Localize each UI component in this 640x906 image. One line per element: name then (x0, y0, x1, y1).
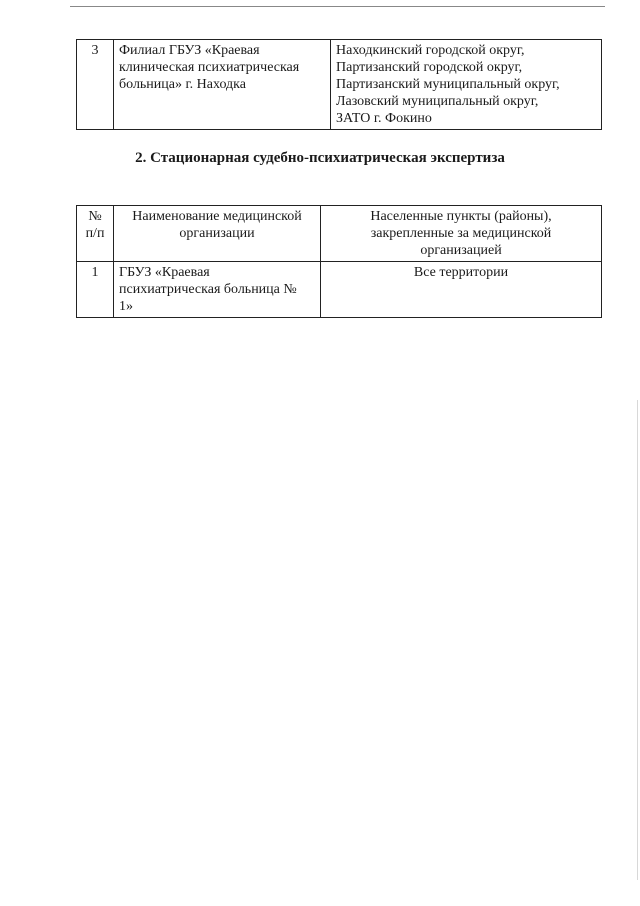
row-number: 1 (77, 262, 114, 318)
organization-name (114, 40, 331, 130)
text-line: Наименование медицинской (132, 209, 302, 224)
text-line: Лазовский муниципальный округ, (336, 94, 539, 109)
text-line: п/п (85, 226, 105, 241)
text-line: Населенные пункты (районы), (370, 209, 552, 224)
table-header-row (77, 206, 602, 262)
text-line: Филиал ГБУЗ «Краевая (119, 43, 260, 58)
text-line: организации (179, 226, 255, 241)
text-line: клиническая психиатрическая (119, 60, 300, 75)
section-title: 2. Стационарная судебно-психиатрическая экспертиза (135, 150, 505, 166)
facility-table-continued (76, 39, 602, 130)
column-header-number (77, 206, 114, 262)
text-line: Партизанский муниципальный округ, (336, 77, 560, 92)
column-header-organization (114, 206, 321, 262)
text-line: 1» (119, 299, 133, 314)
column-header-territories (321, 206, 602, 262)
table-row (77, 262, 602, 318)
text-line: психиатрическая больница № (119, 282, 297, 297)
text-line: Находкинский городской округ, (336, 43, 525, 58)
expertise-facility-table (76, 205, 602, 318)
table-row (77, 40, 602, 130)
assigned-territories: Все территории (321, 262, 602, 318)
organization-name (114, 262, 321, 318)
text-line: ГБУЗ «Краевая (119, 265, 210, 280)
text-line: № (88, 209, 102, 224)
row-number: 3 (77, 40, 114, 130)
scan-edge-artifact (637, 400, 638, 880)
text-line: закрепленные за медицинской (370, 226, 552, 241)
text-line: организацией (420, 243, 502, 258)
assigned-territories (331, 40, 602, 130)
text-line: Партизанский городской округ, (336, 60, 523, 75)
text-line: больница» г. Находка (119, 77, 246, 92)
text-line: ЗАТО г. Фокино (336, 111, 432, 126)
top-border-line (70, 6, 605, 7)
